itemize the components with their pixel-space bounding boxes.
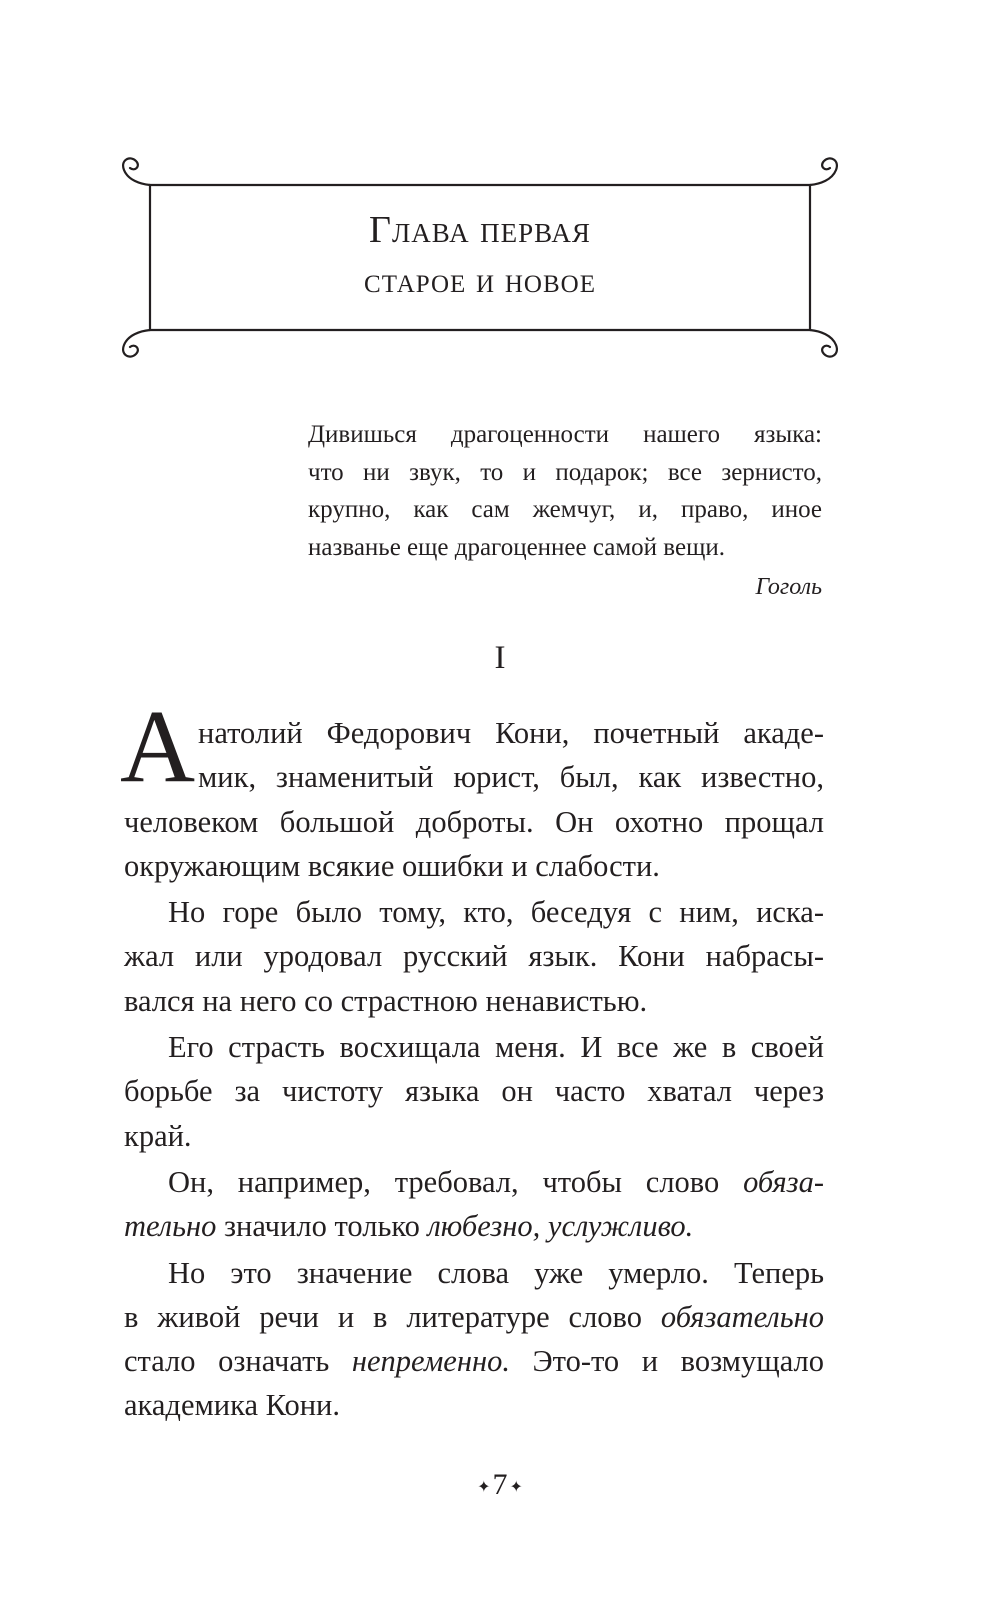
- epigraph: [308, 416, 822, 566]
- epigraph-line: названье еще драгоценнее самой вещи.: [308, 533, 725, 561]
- text-run: стало означать: [124, 1344, 352, 1379]
- text-run: значило только: [216, 1209, 428, 1244]
- text-line: окружающим всякие ошибки и слабости.: [124, 848, 660, 883]
- diamond-ornament-icon: ✦: [509, 1479, 523, 1497]
- italic-word: любезно, услужливо.: [427, 1209, 694, 1244]
- text-line: край.: [124, 1118, 192, 1153]
- text-line: вался на него со страстною ненавистью.: [124, 983, 648, 1018]
- text-line: человеком большой доброты. Он охотно прощал: [124, 804, 824, 839]
- page-number: [0, 1468, 1000, 1502]
- italic-word: непременно.: [351, 1344, 510, 1379]
- text-line: [124, 1339, 824, 1383]
- epigraph-line: крупно, как сам жемчуг, и, право, иное: [308, 496, 822, 523]
- text-run: Это-то и возмущало: [509, 1344, 824, 1379]
- italic-word: обяза-: [743, 1164, 824, 1199]
- chapter-title: Глава первая: [369, 209, 591, 251]
- text-run: в живой речи и в литературе слово: [124, 1299, 661, 1334]
- epigraph-line: Дивишься драгоценности нашего языка:: [308, 421, 822, 448]
- diamond-ornament-icon: ✦: [477, 1479, 491, 1497]
- text-line: борьбе за чистоту языка он часто хватал через: [124, 1074, 824, 1109]
- text-line: натолий Федорович Кони, почетный акаде-: [198, 716, 824, 750]
- italic-word: тельно: [124, 1209, 217, 1244]
- text-line: [124, 1160, 824, 1204]
- text-line: академика Кони.: [124, 1388, 340, 1423]
- page-number-value: 7: [492, 1468, 508, 1501]
- text-line: [124, 1204, 824, 1248]
- text-line: мик, знаменитый юрист, был, как известно,: [198, 760, 824, 795]
- epigraph-author: Гоголь: [755, 574, 822, 600]
- epigraph-line: что ни звук, то и подарок; все зернисто,: [308, 458, 822, 486]
- body-text: [124, 711, 824, 1428]
- text-line: Но горе было тому, кто, беседуя с ним, иска-: [168, 895, 824, 930]
- section-number: I: [494, 640, 506, 676]
- italic-word: обязательно: [660, 1299, 824, 1334]
- text-run: Он, например, требовал, чтобы слово: [168, 1164, 744, 1199]
- drop-cap: А: [120, 689, 196, 804]
- text-line: жал или уродовал русский язык. Кони набрасы-: [124, 939, 824, 974]
- chapter-subtitle: старое и новое: [364, 261, 596, 300]
- text-line: Но это значение слова уже умерло. Теперь: [168, 1255, 824, 1290]
- text-line: Его страсть восхищала меня. И все же в своей: [168, 1030, 824, 1065]
- text-line: [124, 1295, 824, 1339]
